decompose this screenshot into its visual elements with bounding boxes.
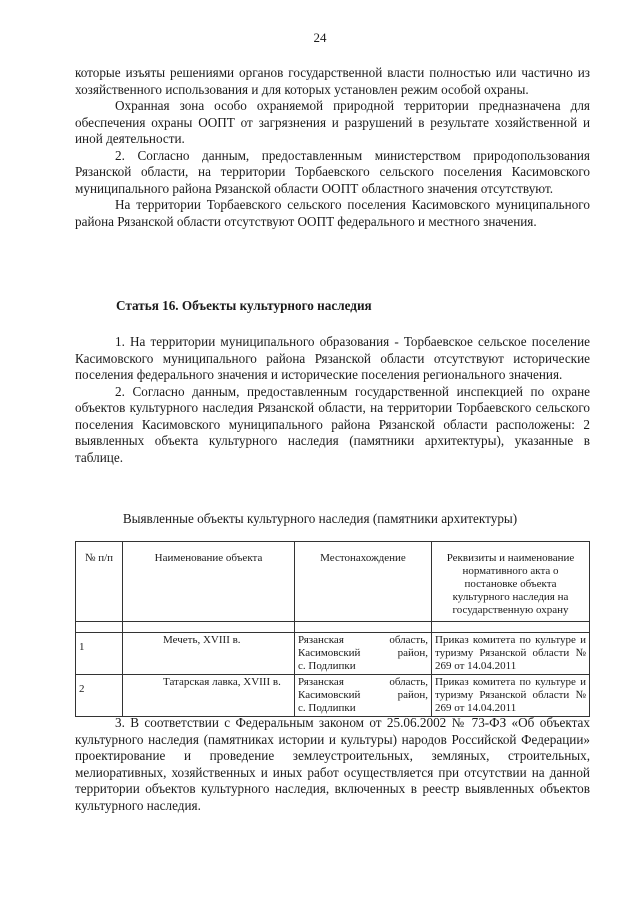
location-region: Рязанская область, bbox=[298, 676, 428, 688]
table-header-row bbox=[76, 542, 590, 622]
cell-number: 2 bbox=[76, 675, 123, 717]
paragraph-heritage-objects: 2. Согласно данным, предоставленным государственной инспекцией по охране объектов культурного наследия Рязанской области, на территории Торбаевского сельского поселения Касимовского муниципального района Рязанской области расположены: 2 выявленных объекта культурного наследия (памятники архитектуры), указанные в таблице. bbox=[75, 383, 590, 465]
heritage-table bbox=[75, 541, 590, 717]
cell-location bbox=[295, 633, 432, 675]
location-village: с. Подлипки bbox=[298, 660, 356, 672]
page-number: 24 bbox=[313, 30, 327, 45]
cell-act: Приказ комитета по культуре и туризму Рязанской области № 269 от 14.04.2011 bbox=[432, 675, 590, 717]
header-act: Реквизиты и наименование нормативного акта о постановке объекта культурного наследия на государственную охрану bbox=[432, 542, 590, 622]
paragraph-continuation: которые изъяты решениями органов государственной власти полностью или частично из хозяйственного использования и для которых установлен режим особой охраны. bbox=[75, 65, 590, 97]
table-row bbox=[76, 633, 590, 675]
table-row bbox=[76, 675, 590, 717]
location-district: Касимовский район, bbox=[298, 689, 428, 701]
paragraph-federal-oopt: На территории Торбаевского сельского поселения Касимовского муниципального района Рязанской области отсутствуют ООПТ федерального и местного значения. bbox=[75, 197, 590, 229]
paragraph-protection-zone: Охранная зона особо охраняемой природной территории предназначена для обеспечения охраны ООПТ от загрязнения и разрушений в результате хозяйственной и иной деятельности. bbox=[75, 98, 590, 146]
header-location: Местонахождение bbox=[295, 542, 432, 622]
location-district: Касимовский район, bbox=[298, 647, 428, 659]
cell-name: Татарская лавка, XVIII в. bbox=[123, 675, 295, 717]
text-section-bottom bbox=[75, 715, 590, 814]
text-section-top bbox=[75, 65, 590, 230]
table-spacer-row bbox=[76, 622, 590, 633]
cell-number: 1 bbox=[76, 633, 123, 675]
paragraph-historic-settlements: 1. На территории муниципального образования - Торбаевское сельское поселение Касимовского муниципального района Рязанской области отсутствуют исторические поселения федерального значения и исторические поселения регионального значения. bbox=[75, 334, 590, 382]
header-number: № п/п bbox=[76, 542, 123, 622]
paragraph-regional-oopt: 2. Согласно данным, предоставленным министерством природопользования Рязанской области, на территории Торбаевского сельского поселения Касимовского муниципального района Рязанской области ООПТ областного значения отсутствуют. bbox=[75, 147, 590, 196]
text-section-middle bbox=[75, 334, 590, 466]
paragraph-federal-law: 3. В соответствии с Федеральным законом от 25.06.2002 № 73-ФЗ «Об объектах культурного наследия (памятниках истории и культуры) народов Российской Федерации» проектирование и проведение землеустроительных, земляных, строительных, мелиоративных, хозяйственных и иных работ осуществляется при отсутствии на данной территории объектов культурного наследия, включенных в реестр выявленных объектов культурного наследия. bbox=[75, 715, 590, 813]
cell-name: Мечеть, XVIII в. bbox=[123, 633, 295, 675]
header-name: Наименование объекта bbox=[123, 542, 295, 622]
location-village: с. Подлипки bbox=[298, 702, 356, 714]
table-caption: Выявленные объекты культурного наследия (памятники архитектуры) bbox=[122, 511, 518, 526]
location-region: Рязанская область, bbox=[298, 634, 428, 646]
cell-location bbox=[295, 675, 432, 717]
article-heading: Статья 16. Объекты культурного наследия bbox=[116, 298, 372, 313]
cell-act: Приказ комитета по культуре и туризму Рязанской области № 269 от 14.04.2011 bbox=[432, 633, 590, 675]
